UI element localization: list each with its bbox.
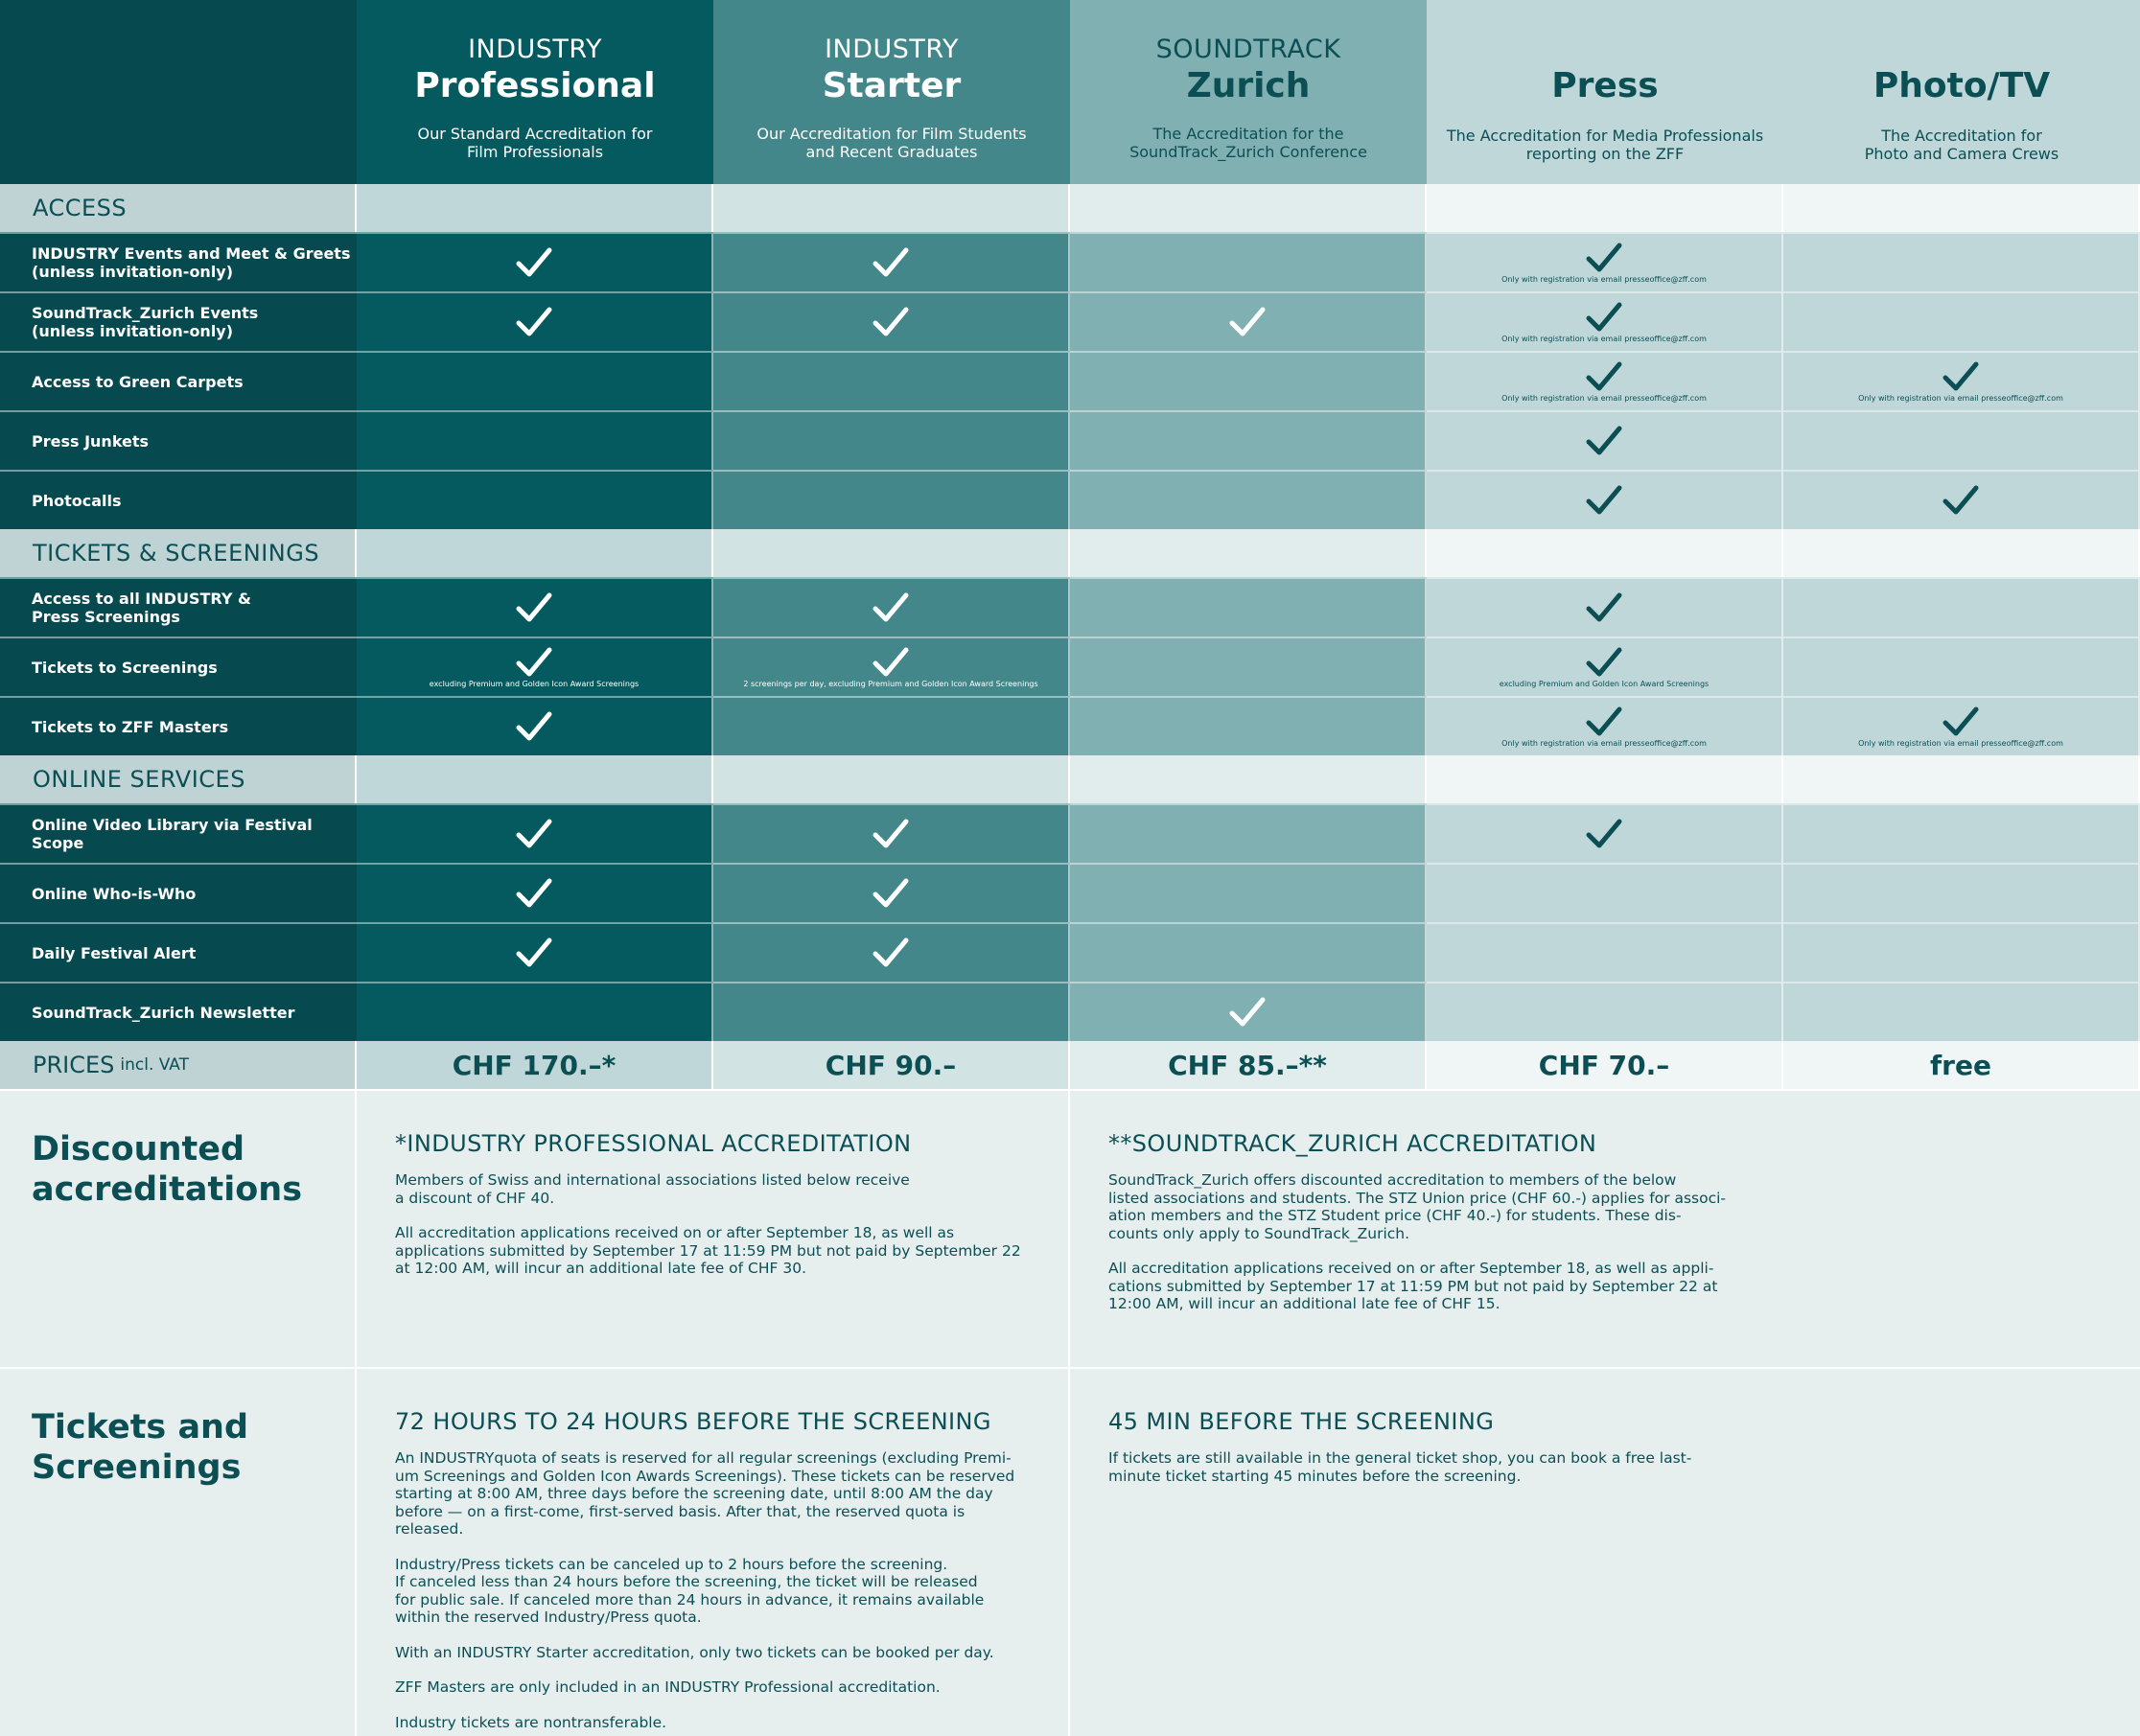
checkmark-icon: [515, 877, 553, 910]
feature-cell-press: [1427, 577, 1783, 637]
feature-cell-professional: [357, 982, 713, 1041]
feature-cell-soundtrack: [1070, 577, 1427, 637]
tickets-right-block: [1070, 1369, 2140, 1736]
checkmark-icon: [872, 818, 910, 850]
feature-note: 2 screenings per day, excluding Premium and Golden Icon Award Screenings: [743, 680, 1038, 688]
price-soundtrack: CHF 85.–**: [1070, 1041, 1427, 1089]
feature-cell-starter: [713, 577, 1070, 637]
feature-cell-starter: [713, 803, 1070, 863]
feature-label: Tickets to Screenings: [0, 637, 357, 696]
discounted-left-title: *INDUSTRY PROFESSIONAL ACCREDITATION: [395, 1130, 912, 1157]
feature-label: SoundTrack_Zurich Events (unless invitation-only): [0, 291, 357, 351]
checkmark-icon: [1585, 301, 1623, 334]
checkmark-icon: [872, 877, 910, 910]
discounted-side: [0, 1091, 357, 1367]
feature-cell-starter: [713, 863, 1070, 922]
checkmark-icon: [1585, 484, 1623, 517]
section-header: [0, 184, 357, 232]
checkmark-icon: [872, 246, 910, 279]
section-header-fill: [1783, 184, 2140, 232]
feature-cell-soundtrack: [1070, 982, 1427, 1041]
column-header-soundtrack: [1070, 0, 1427, 184]
feature-cell-starter: [713, 232, 1070, 291]
vat-note: incl. VAT: [120, 1055, 190, 1075]
feature-cell-starter: [713, 351, 1070, 410]
feature-label: SoundTrack_Zurich Newsletter: [0, 982, 357, 1041]
checkmark-icon: [1585, 591, 1623, 624]
column-header-starter: [713, 0, 1070, 184]
feature-cell-phototv: [1783, 410, 2140, 470]
checkmark-icon: [515, 591, 553, 624]
feature-label: Online Who-is-Who: [0, 863, 357, 922]
feature-cell-starter: [713, 410, 1070, 470]
feature-label: Tickets to ZFF Masters: [0, 696, 357, 755]
column-header-professional: [357, 0, 713, 184]
header-corner: [0, 0, 357, 184]
tickets-right-paragraph: If tickets are still available in the general ticket shop, you can book a free last- minute ticket starting 45 minutes before the screening.: [1108, 1449, 1692, 1485]
checkmark-icon: [1585, 242, 1623, 274]
tickets-left-paragraph: Industry tickets are nontransferable.: [395, 1713, 667, 1731]
feature-cell-soundtrack: [1070, 291, 1427, 351]
section-title: ONLINE SERVICES: [33, 766, 245, 793]
discounted-right-title: **SOUNDTRACK_ZURICH ACCREDITATION: [1108, 1130, 1597, 1157]
feature-cell-phototv: [1783, 470, 2140, 529]
discounted-right-block: [1070, 1091, 2140, 1367]
section-header-fill: [1070, 529, 1427, 577]
price-starter: CHF 90.–: [713, 1041, 1070, 1089]
section-header-fill: [1427, 184, 1783, 232]
feature-cell-press: [1427, 410, 1783, 470]
feature-cell-professional: [357, 351, 713, 410]
feature-cell-soundtrack: [1070, 232, 1427, 291]
feature-cell-professional: [357, 922, 713, 982]
checkmark-icon: [872, 646, 910, 679]
feature-cell-phototv: [1783, 982, 2140, 1041]
checkmark-icon: [1228, 996, 1267, 1029]
section-header: [0, 529, 357, 577]
column-pretitle: SOUNDTRACK: [1155, 35, 1341, 64]
tickets-side: [0, 1369, 357, 1736]
feature-cell-press: [1427, 637, 1783, 696]
feature-note: excluding Premium and Golden Icon Award Screenings: [429, 680, 640, 688]
feature-label: INDUSTRY Events and Meet & Greets (unless invitation-only): [0, 232, 357, 291]
checkmark-icon: [515, 246, 553, 279]
section-header-fill: [713, 184, 1070, 232]
tickets-left-paragraph: With an INDUSTRY Starter accreditation, only two tickets can be booked per day.: [395, 1643, 994, 1661]
checkmark-icon: [872, 306, 910, 338]
column-pretitle: INDUSTRY: [468, 35, 602, 64]
feature-cell-professional: [357, 410, 713, 470]
feature-note: excluding Premium and Golden Icon Award Screenings: [1499, 680, 1710, 688]
feature-cell-press: [1427, 863, 1783, 922]
feature-cell-professional: [357, 232, 713, 291]
column-header-press: [1427, 0, 1783, 184]
feature-cell-press: [1427, 470, 1783, 529]
feature-note: Only with registration via email presseoffice@zff.com: [1858, 394, 2063, 403]
checkmark-icon: [1942, 360, 1980, 393]
feature-cell-soundtrack: [1070, 803, 1427, 863]
tickets-left-paragraph: Industry/Press tickets can be canceled up to 2 hours before the screening. If canceled less than 24 hours before the screening, the ticket will be released for public sale. If canceled more than 24 hours in advance, it remains available within the reserved Industry/Press quota.: [395, 1555, 985, 1626]
feature-cell-professional: [357, 577, 713, 637]
tickets-left-title: 72 HOURS TO 24 HOURS BEFORE THE SCREENING: [395, 1408, 991, 1435]
column-title: Press: [1551, 66, 1659, 105]
feature-cell-phototv: [1783, 291, 2140, 351]
section-header: [0, 755, 357, 803]
section-header-fill: [713, 755, 1070, 803]
price-press: CHF 70.–: [1427, 1041, 1783, 1089]
column-description: Our Standard Accreditation for Film Professionals: [417, 125, 653, 161]
feature-cell-phototv: [1783, 863, 2140, 922]
feature-note: Only with registration via email presseoffice@zff.com: [1501, 275, 1707, 284]
checkmark-icon: [515, 646, 553, 679]
section-header-fill: [1427, 529, 1783, 577]
feature-cell-professional: [357, 470, 713, 529]
feature-cell-press: [1427, 291, 1783, 351]
feature-label: Daily Festival Alert: [0, 922, 357, 982]
feature-cell-soundtrack: [1070, 922, 1427, 982]
feature-cell-soundtrack: [1070, 696, 1427, 755]
checkmark-icon: [515, 937, 553, 969]
tickets-section: [0, 1367, 2140, 1736]
feature-cell-press: [1427, 696, 1783, 755]
feature-cell-professional: [357, 803, 713, 863]
price-label-text: PRICES: [33, 1052, 115, 1078]
feature-cell-soundtrack: [1070, 351, 1427, 410]
feature-cell-professional: [357, 863, 713, 922]
price-professional: CHF 170.–*: [357, 1041, 713, 1089]
checkmark-icon: [1585, 425, 1623, 457]
feature-note: Only with registration via email presseoffice@zff.com: [1501, 335, 1707, 343]
section-header-fill: [357, 184, 713, 232]
feature-cell-starter: [713, 637, 1070, 696]
feature-note: Only with registration via email presseoffice@zff.com: [1858, 739, 2063, 748]
feature-cell-press: [1427, 351, 1783, 410]
feature-cell-phototv: [1783, 577, 2140, 637]
feature-cell-starter: [713, 291, 1070, 351]
section-header-fill: [357, 755, 713, 803]
section-header-fill: [1070, 184, 1427, 232]
feature-note: Only with registration via email presseoffice@zff.com: [1501, 739, 1707, 748]
checkmark-icon: [1585, 818, 1623, 850]
section-title: TICKETS & SCREENINGS: [33, 540, 320, 567]
feature-cell-phototv: [1783, 232, 2140, 291]
column-description: The Accreditation for Media Professionals reporting on the ZFF: [1446, 127, 1764, 163]
discounted-section: [0, 1089, 2140, 1367]
feature-cell-press: [1427, 982, 1783, 1041]
feature-label: Press Junkets: [0, 410, 357, 470]
column-description: Our Accreditation for Film Students and Recent Graduates: [756, 125, 1027, 161]
tickets-side-title: Tickets and Screenings: [32, 1408, 249, 1487]
feature-label: Access to Green Carpets: [0, 351, 357, 410]
feature-cell-phototv: [1783, 637, 2140, 696]
discounted-left-paragraph: Members of Swiss and international associations listed below receive a discount of CHF 40.: [395, 1171, 910, 1207]
checkmark-icon: [515, 306, 553, 338]
column-pretitle: INDUSTRY: [825, 35, 959, 64]
tickets-left-block: [357, 1369, 1070, 1736]
feature-cell-professional: [357, 696, 713, 755]
column-description: The Accreditation for the SoundTrack_Zurich Conference: [1129, 125, 1367, 161]
discounted-left-block: [357, 1091, 1070, 1367]
feature-cell-starter: [713, 982, 1070, 1041]
checkmark-icon: [1585, 706, 1623, 738]
discounted-side-title: Discounted accreditations: [32, 1130, 303, 1209]
feature-cell-phototv: [1783, 351, 2140, 410]
discounted-right-paragraph: All accreditation applications received on or after September 18, as well as appli- cations submitted by September 17 at 11:59 PM but not paid by September 22 at 12:00 AM, will incur an additional late fee of CHF 15.: [1108, 1260, 1718, 1312]
checkmark-icon: [1942, 706, 1980, 738]
column-header-phototv: [1783, 0, 2140, 184]
feature-label: Photocalls: [0, 470, 357, 529]
section-header-fill: [713, 529, 1070, 577]
section-header-fill: [1783, 755, 2140, 803]
column-title: Professional: [414, 66, 656, 105]
section-header-fill: [1070, 755, 1427, 803]
feature-label: Online Video Library via Festival Scope: [0, 803, 357, 863]
feature-cell-soundtrack: [1070, 863, 1427, 922]
feature-cell-professional: [357, 637, 713, 696]
feature-cell-press: [1427, 922, 1783, 982]
checkmark-icon: [872, 591, 910, 624]
feature-cell-press: [1427, 803, 1783, 863]
section-header-fill: [1427, 755, 1783, 803]
checkmark-icon: [872, 937, 910, 969]
section-header-fill: [357, 529, 713, 577]
column-description: The Accreditation for Photo and Camera Crews: [1864, 127, 2059, 163]
feature-cell-phototv: [1783, 803, 2140, 863]
feature-cell-starter: [713, 470, 1070, 529]
feature-cell-soundtrack: [1070, 470, 1427, 529]
price-phototv: free: [1783, 1041, 2140, 1089]
feature-cell-soundtrack: [1070, 637, 1427, 696]
checkmark-icon: [1942, 484, 1980, 517]
discounted-left-paragraph: All accreditation applications received on or after September 18, as well as applications submitted by September 17 at 11:59 PM but not paid by September 22 at 12:00 AM, will incur an additional late fee of CHF 30.: [395, 1224, 1021, 1277]
checkmark-icon: [515, 818, 553, 850]
feature-cell-phototv: [1783, 922, 2140, 982]
column-title: Zurich: [1186, 66, 1311, 105]
checkmark-icon: [1228, 306, 1267, 338]
price-label: [0, 1041, 357, 1089]
tickets-left-paragraph: An INDUSTRYquota of seats is reserved for all regular screenings (excluding Premi- um Screenings and Golden Icon Awards Screenings). These tickets can be reserved starting at 8:00 AM, three days before the screening date, until 8:00 AM the day before — on a first-come, first-served basis. After that, the reserved quota is released.: [395, 1449, 1015, 1538]
feature-cell-starter: [713, 922, 1070, 982]
feature-cell-starter: [713, 696, 1070, 755]
info-area: [0, 1089, 2140, 1736]
checkmark-icon: [1585, 646, 1623, 679]
feature-cell-press: [1427, 232, 1783, 291]
feature-note: Only with registration via email presseoffice@zff.com: [1501, 394, 1707, 403]
feature-cell-phototv: [1783, 696, 2140, 755]
feature-cell-soundtrack: [1070, 410, 1427, 470]
feature-cell-professional: [357, 291, 713, 351]
column-title: Starter: [822, 66, 962, 105]
section-header-fill: [1783, 529, 2140, 577]
tickets-right-title: 45 MIN BEFORE THE SCREENING: [1108, 1408, 1495, 1435]
checkmark-icon: [1585, 360, 1623, 393]
section-title: ACCESS: [33, 195, 128, 221]
checkmark-icon: [515, 710, 553, 743]
feature-label: Access to all INDUSTRY & Press Screenings: [0, 577, 357, 637]
column-title: Photo/TV: [1872, 66, 2051, 105]
tickets-left-paragraph: ZFF Masters are only included in an INDUSTRY Professional accreditation.: [395, 1678, 941, 1696]
discounted-right-paragraph: SoundTrack_Zurich offers discounted accreditation to members of the below listed associations and students. The STZ Union price (CHF 60.-) applies for associ- ation members and the STZ Student price (CHF 40.-) for students. These dis- counts only apply to SoundTrack_Zurich.: [1108, 1171, 1727, 1242]
